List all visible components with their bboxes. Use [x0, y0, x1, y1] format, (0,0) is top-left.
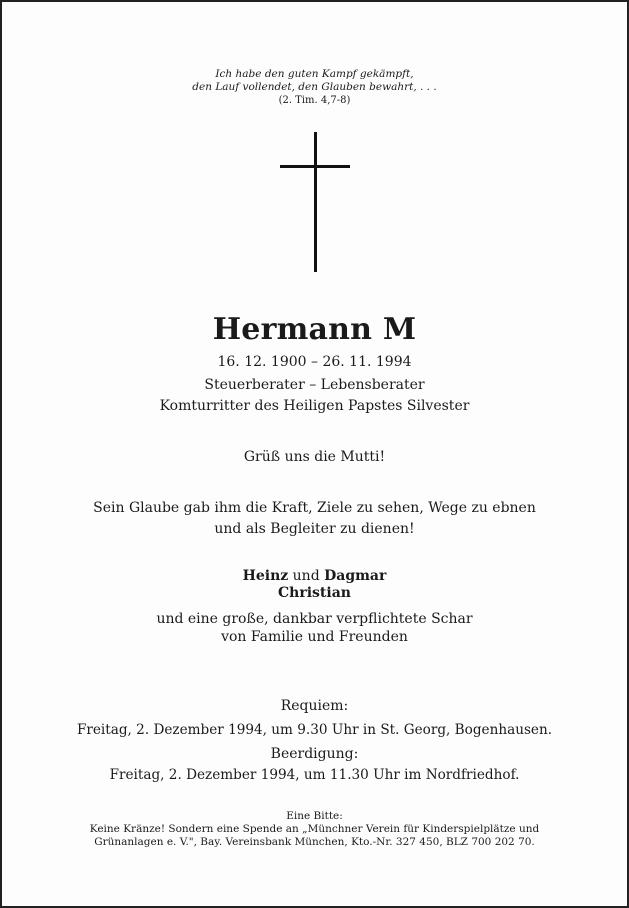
mourner-name-3-line: [2, 585, 627, 601]
motto-line-1: Ich habe den guten Kampf gekämpft,: [215, 68, 414, 80]
greeting: Grüß uns die Mutti!: [243, 449, 386, 465]
request-line-1: Keine Kränze! Sondern eine Spende an „Münchner Verein für Kinderspielplätze und: [89, 823, 540, 835]
life-dates: 16. 12. 1900 – 26. 11. 1994: [217, 354, 412, 370]
scripture-reference: (2. Tim. 4,7-8): [278, 95, 351, 106]
requiem-details: Freitag, 2. Dezember 1994, um 9.30 Uhr in St. Georg, Bogenhausen.: [76, 722, 553, 738]
honor-title: Komturritter des Heiligen Papstes Silvester: [159, 398, 470, 414]
mourner-name-3: Christian: [278, 585, 351, 601]
mourners-line-2: von Familie und Freunden: [221, 629, 408, 645]
deceased-name: Hermann M: [212, 312, 417, 347]
mourner-connector: und: [292, 568, 320, 584]
mourner-name-1: Heinz: [242, 568, 289, 584]
request-line-2: Grünanlagen e. V.", Bay. Vereinsbank München, Kto.-Nr. 327 450, BLZ 700 202 70.: [94, 836, 535, 848]
mourners-line-1: und eine große, dankbar verpflichtete Schar: [156, 611, 473, 627]
request-label: Eine Bitte:: [286, 810, 343, 822]
motto-line-2: den Lauf vollendet, den Glauben bewahrt, . . .: [192, 81, 437, 93]
burial-details: Freitag, 2. Dezember 1994, um 11.30 Uhr im Nordfriedhof.: [109, 767, 520, 783]
cross-icon: [280, 132, 350, 272]
mourner-name-2: Dagmar: [324, 568, 387, 584]
tribute-line-1: Sein Glaube gab ihm die Kraft, Ziele zu sehen, Wege zu ebnen: [93, 500, 536, 516]
profession: Steuerberater – Lebensberater: [204, 377, 425, 393]
burial-label: Beerdigung:: [270, 746, 359, 762]
requiem-label: Requiem:: [280, 698, 349, 714]
mourner-names: [2, 568, 627, 584]
tribute-line-2: und als Begleiter zu dienen!: [214, 521, 415, 537]
